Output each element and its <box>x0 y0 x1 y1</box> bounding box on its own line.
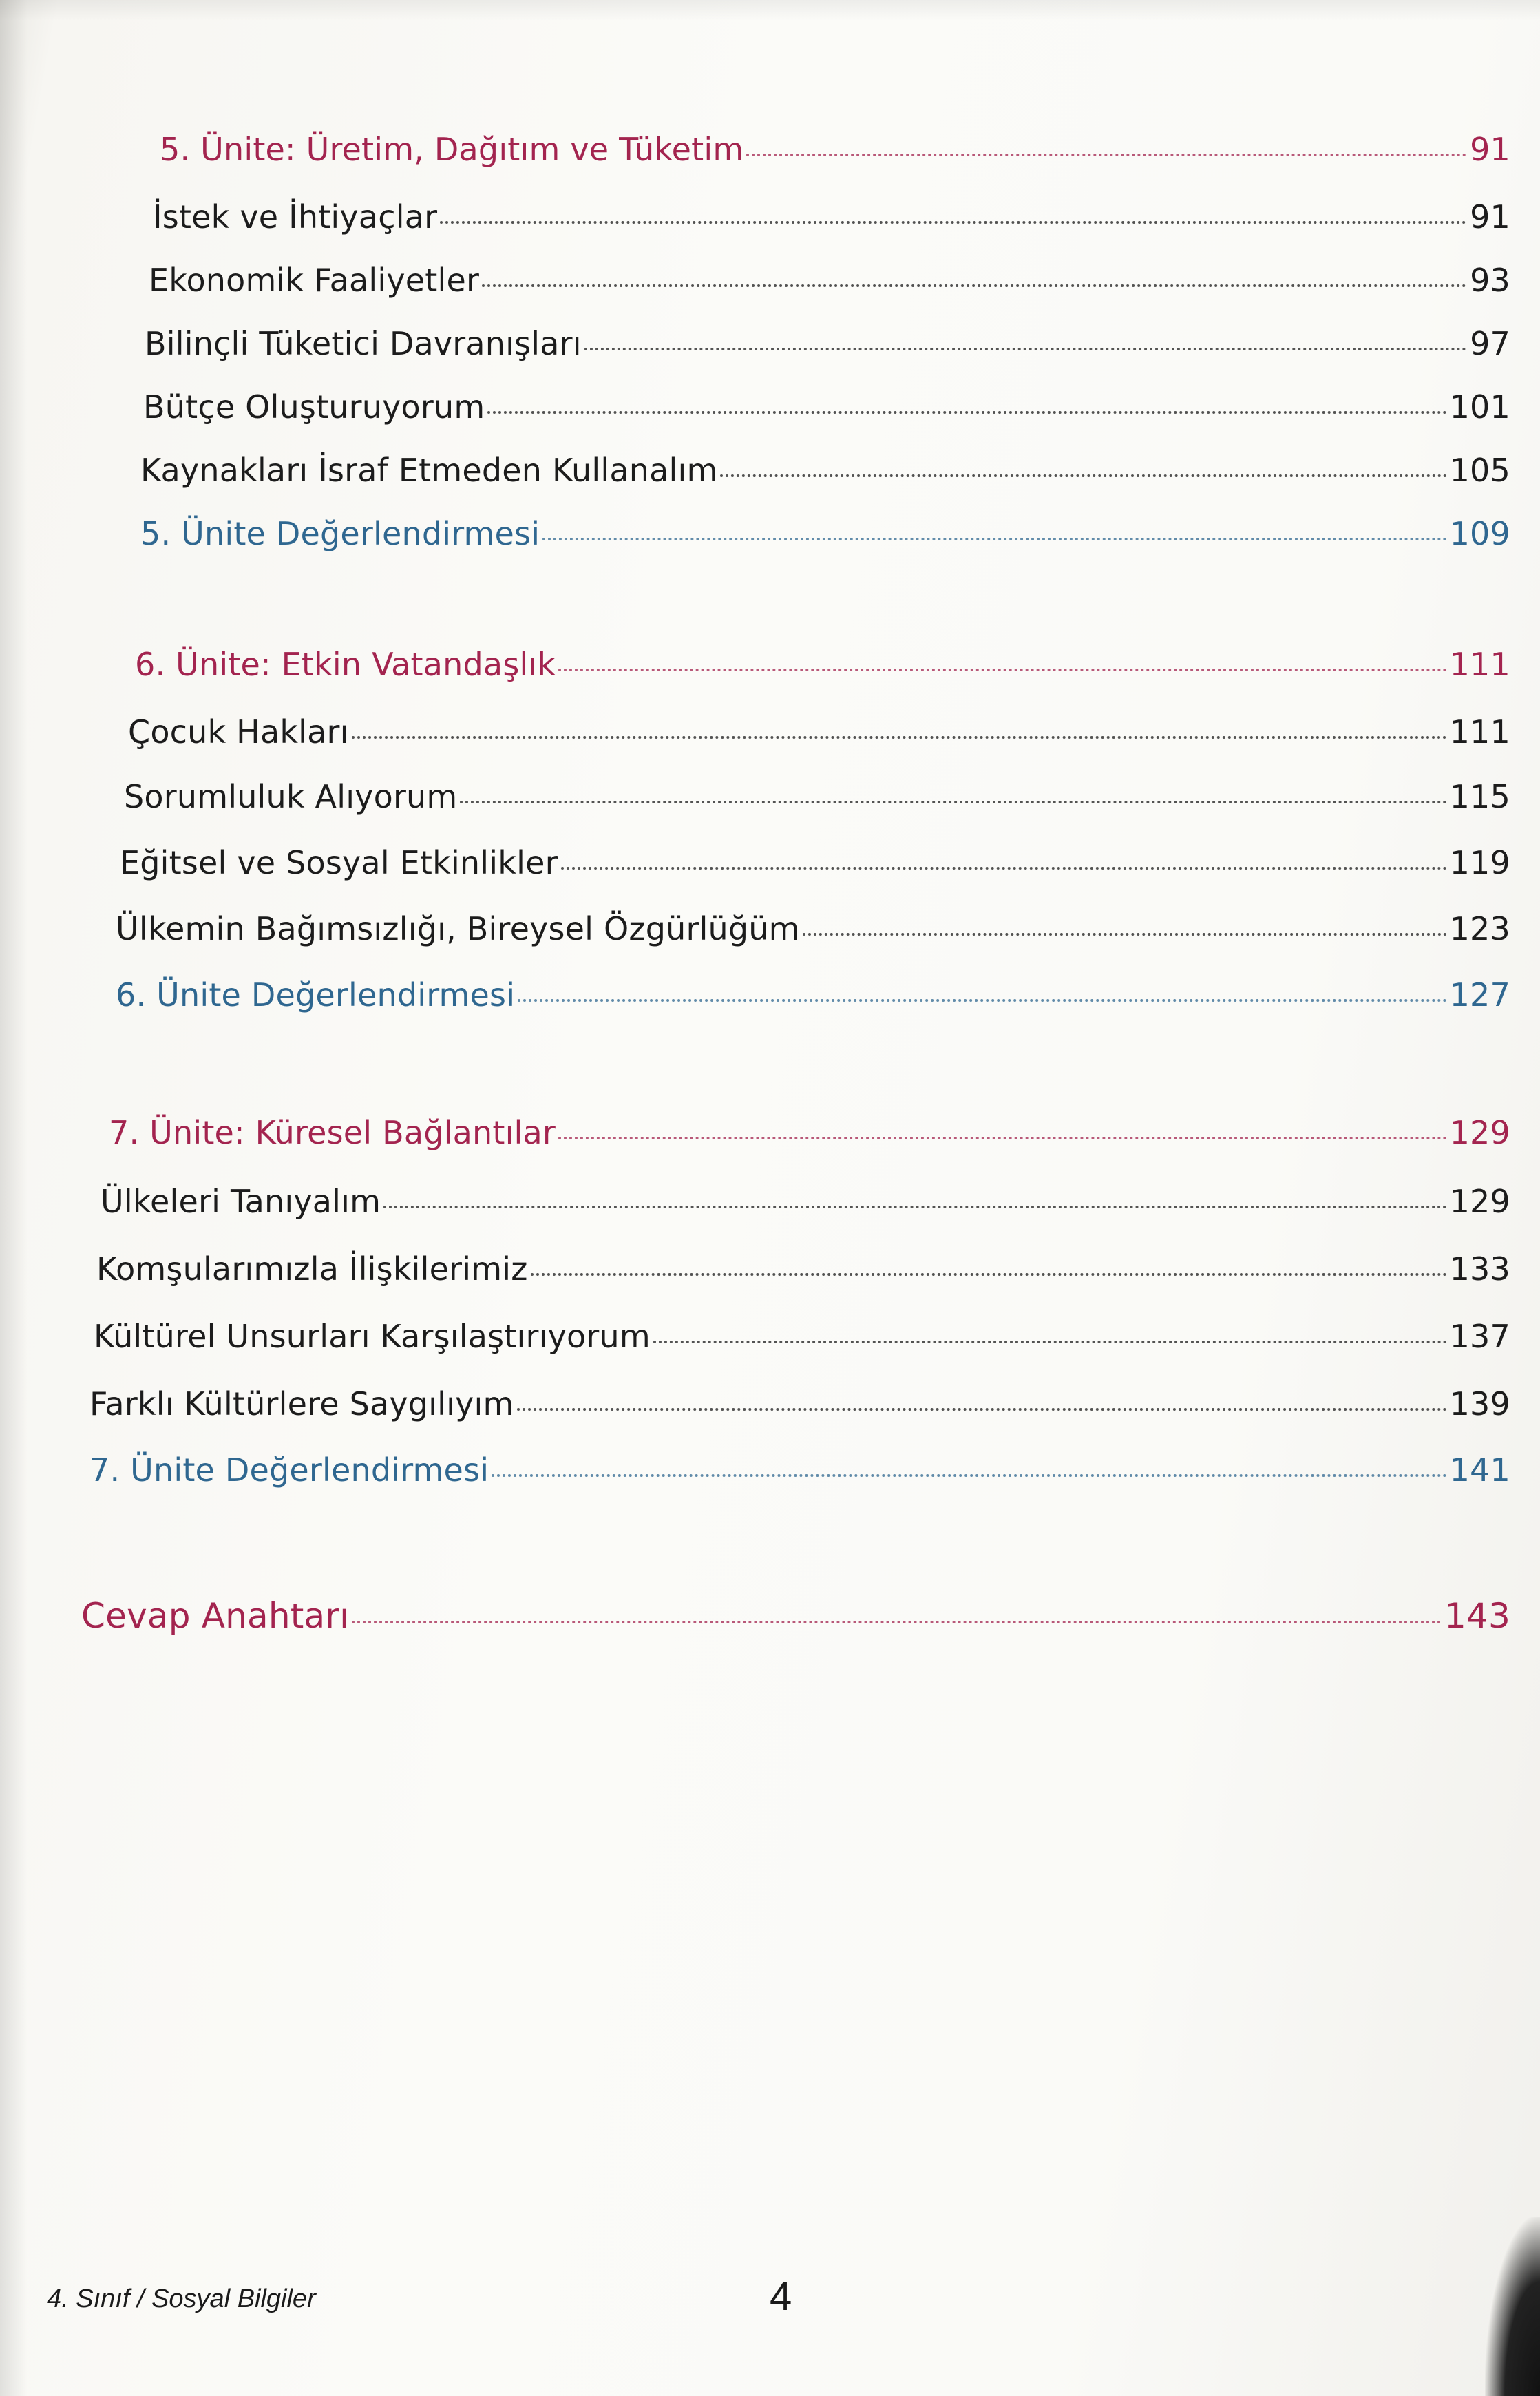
toc-leader-dots <box>383 1206 1446 1208</box>
toc-unit-review[interactable] <box>116 976 1510 1013</box>
toc-entry-title: 5. Ünite: Üretim, Dağıtım ve Tüketim <box>160 131 744 168</box>
toc-entry-title: Bilinçli Tüketici Davranışları <box>145 325 582 362</box>
toc-entry-title: Ülkemin Bağımsızlığı, Bireysel Özgürlüğüm <box>116 910 800 947</box>
toc-page-number: 91 <box>1470 131 1510 168</box>
toc-page-number: 115 <box>1449 778 1510 815</box>
toc-leader-dots <box>720 474 1446 477</box>
toc-leader-dots <box>482 284 1466 287</box>
toc-entry-title: Komşularımızla İlişkilerimiz <box>96 1250 528 1288</box>
toc-page-number: 141 <box>1449 1451 1510 1489</box>
toc-page-number: 119 <box>1449 844 1510 881</box>
toc-leader-dots <box>492 1474 1446 1477</box>
toc-leader-dots <box>352 1621 1442 1623</box>
toc-page-number: 129 <box>1449 1114 1510 1151</box>
toc-entry-title: Ülkeleri Tanıyalım <box>101 1183 381 1220</box>
toc-leader-dots <box>352 736 1447 739</box>
toc-page-number: 127 <box>1449 976 1510 1013</box>
toc-entry[interactable] <box>120 844 1510 881</box>
footer-page-number: 4 <box>770 2274 792 2319</box>
toc-leader-dots <box>803 933 1447 936</box>
toc-leader-dots <box>542 538 1446 540</box>
toc-leader-dots <box>460 801 1446 803</box>
toc-entry[interactable] <box>143 388 1510 425</box>
toc-entry-title: Bütçe Oluşturuyorum <box>143 388 485 425</box>
toc-entry[interactable] <box>140 452 1510 489</box>
toc-page-number: 101 <box>1449 388 1510 425</box>
toc-entry[interactable] <box>94 1318 1510 1355</box>
toc-page-number: 129 <box>1449 1183 1510 1220</box>
toc-leader-dots <box>558 669 1446 671</box>
toc-leader-dots <box>517 1408 1447 1411</box>
toc-leader-dots <box>561 867 1447 870</box>
toc-leader-dots <box>746 154 1466 156</box>
toc-leader-dots <box>531 1273 1447 1276</box>
toc-leader-dots <box>584 348 1466 350</box>
toc-entry-title: Kültürel Unsurları Karşılaştırıyorum <box>94 1318 651 1355</box>
toc-page-number: 133 <box>1449 1250 1510 1288</box>
toc-entry-title: İstek ve İhtiyaçlar <box>153 198 438 235</box>
toc-leader-dots <box>518 999 1446 1002</box>
toc-leader-dots <box>558 1137 1447 1139</box>
toc-entry-title: 7. Ünite Değerlendirmesi <box>89 1451 489 1489</box>
toc-entry-title: 6. Ünite: Etkin Vatandaşlık <box>135 646 556 683</box>
toc-entry-title: Eğitsel ve Sosyal Etkinlikler <box>120 844 558 881</box>
toc-entry[interactable] <box>96 1250 1510 1288</box>
toc-page-number: 91 <box>1470 198 1510 235</box>
toc-unit-review[interactable] <box>140 515 1510 552</box>
toc-page-number: 111 <box>1449 713 1510 750</box>
toc-unit-review[interactable] <box>89 1451 1510 1489</box>
toc-unit-heading[interactable] <box>109 1114 1510 1151</box>
page-top-shade <box>0 0 1540 21</box>
toc-unit-heading[interactable] <box>160 131 1510 168</box>
toc-entry[interactable] <box>101 1183 1510 1220</box>
toc-entry-title: Çocuk Hakları <box>128 713 349 750</box>
toc-leader-dots <box>653 1341 1447 1343</box>
toc-entry-title: 7. Ünite: Küresel Bağlantılar <box>109 1114 556 1151</box>
toc-entry[interactable] <box>89 1385 1510 1422</box>
toc-entry-title: Sorumluluk Alıyorum <box>124 778 458 815</box>
toc-page-number: 105 <box>1449 452 1510 489</box>
toc-entry-title: Ekonomik Faaliyetler <box>149 262 480 299</box>
toc-entry[interactable] <box>116 910 1510 947</box>
toc-page-number: 109 <box>1449 515 1510 552</box>
toc-page-number: 143 <box>1444 1596 1510 1636</box>
toc-entry-title: 5. Ünite Değerlendirmesi <box>140 515 540 552</box>
toc-page-number: 111 <box>1449 646 1510 683</box>
page-corner-shadow <box>1485 2217 1540 2396</box>
toc-entry[interactable] <box>149 262 1510 299</box>
toc-answer-key[interactable] <box>81 1596 1510 1636</box>
toc-page-number: 139 <box>1449 1385 1510 1422</box>
footer-book-title: 4. Sınıf / Sosyal Bilgiler <box>47 2284 316 2313</box>
toc-leader-dots <box>487 411 1446 414</box>
toc-entry[interactable] <box>145 325 1510 362</box>
toc-entry[interactable] <box>128 713 1510 750</box>
toc-entry-title: 6. Ünite Değerlendirmesi <box>116 976 516 1013</box>
toc-unit-heading[interactable] <box>135 646 1510 683</box>
toc-entry-title: Kaynakları İsraf Etmeden Kullanalım <box>140 452 718 489</box>
toc-page-number: 93 <box>1470 262 1510 299</box>
toc-entry[interactable] <box>124 778 1510 815</box>
page-binding-shade <box>0 0 28 2396</box>
toc-entry[interactable] <box>153 198 1510 235</box>
toc-leader-dots <box>440 221 1466 224</box>
toc-page-number: 97 <box>1470 325 1510 362</box>
toc-entry-title: Cevap Anahtarı <box>81 1596 350 1636</box>
toc-entry-title: Farklı Kültürlere Saygılıyım <box>89 1385 514 1422</box>
toc-page-number: 123 <box>1449 910 1510 947</box>
toc-page-number: 137 <box>1449 1318 1510 1355</box>
